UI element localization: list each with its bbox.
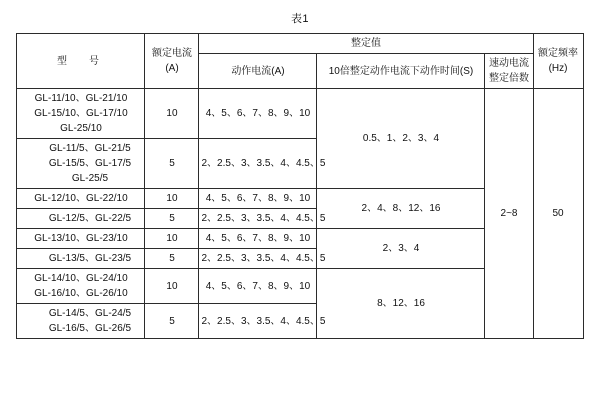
time-cell-group-2: 2、4、8、12、16 — [317, 189, 485, 229]
model-line: GL-16/10、GL-26/10 — [34, 288, 128, 299]
model-line: GL-14/10、GL-24/10 — [34, 273, 128, 284]
model-line: GL-14/5、GL-24/5 — [48, 308, 132, 319]
model-cell — [17, 139, 145, 189]
action-current-cell: 2、2.5、3、3.5、4、4.5、5 — [199, 249, 317, 269]
rated-current-cell: 5 — [145, 304, 199, 339]
model-cell — [17, 89, 145, 139]
action-current-cell: 2、2.5、3、3.5、4、4.5、5 — [199, 139, 317, 189]
header-rated-frequency: 额定频率(Hz) — [533, 34, 583, 89]
header-model: 型 号 — [17, 34, 145, 89]
model-cell — [17, 249, 145, 269]
table-row — [17, 89, 583, 139]
action-current-cell: 4、5、6、7、8、9、10 — [199, 269, 317, 304]
table-header-row-1 — [17, 34, 583, 54]
time-cell-group-3: 2、3、4 — [317, 229, 485, 269]
model-cell — [17, 229, 145, 249]
frequency-cell: 50 — [533, 89, 583, 339]
rated-current-cell: 10 — [145, 189, 199, 209]
header-action-current: 动作电流(A) — [199, 54, 317, 89]
model-line: GL-13/5、GL-23/5 — [48, 253, 132, 264]
model-line: GL-11/5、GL-21/5 — [49, 143, 131, 154]
header-setting-value: 整定值 — [199, 34, 533, 54]
model-line: GL-25/5 — [71, 173, 109, 184]
rated-current-cell: 5 — [145, 209, 199, 229]
action-current-cell: 4、5、6、7、8、9、10 — [199, 189, 317, 209]
rated-current-cell: 10 — [145, 89, 199, 139]
model-line: GL-15/10、GL-17/10 — [34, 108, 128, 119]
model-line: GL-12/5、GL-22/5 — [48, 213, 132, 224]
model-line: GL-25/10 — [60, 123, 102, 134]
model-line: GL-16/5、GL-26/5 — [48, 323, 132, 334]
time-cell-group-1: 0.5、1、2、3、4 — [317, 89, 485, 189]
rated-current-cell: 5 — [145, 249, 199, 269]
rated-current-cell: 10 — [145, 229, 199, 249]
specification-table — [16, 33, 583, 339]
time-cell-group-4: 8、12、16 — [317, 269, 485, 339]
rated-current-cell: 5 — [145, 139, 199, 189]
rated-current-cell: 10 — [145, 269, 199, 304]
model-line: GL-13/10、GL-23/10 — [34, 233, 128, 244]
action-current-cell: 4、5、6、7、8、9、10 — [199, 229, 317, 249]
model-cell — [17, 189, 145, 209]
action-current-cell: 2、2.5、3、3.5、4、4.5、5 — [199, 304, 317, 339]
action-current-cell: 2、2.5、3、3.5、4、4.5、5 — [199, 209, 317, 229]
model-cell — [17, 304, 145, 339]
header-speed-current-multiple: 速动电流整定倍数 — [485, 54, 533, 89]
model-line: GL-15/5、GL-17/5 — [48, 158, 132, 169]
speed-multiple-cell: 2~8 — [485, 89, 533, 339]
model-line: GL-12/10、GL-22/10 — [34, 193, 128, 204]
action-current-cell: 4、5、6、7、8、9、10 — [199, 89, 317, 139]
model-line: GL-11/10、GL-21/10 — [34, 93, 128, 104]
model-cell — [17, 209, 145, 229]
header-time-under-10x: 10倍整定动作电流下动作时间(S) — [317, 54, 485, 89]
table-caption: 表1 — [290, 13, 310, 25]
model-cell — [17, 269, 145, 304]
header-rated-current: 额定电流(A) — [145, 34, 199, 89]
